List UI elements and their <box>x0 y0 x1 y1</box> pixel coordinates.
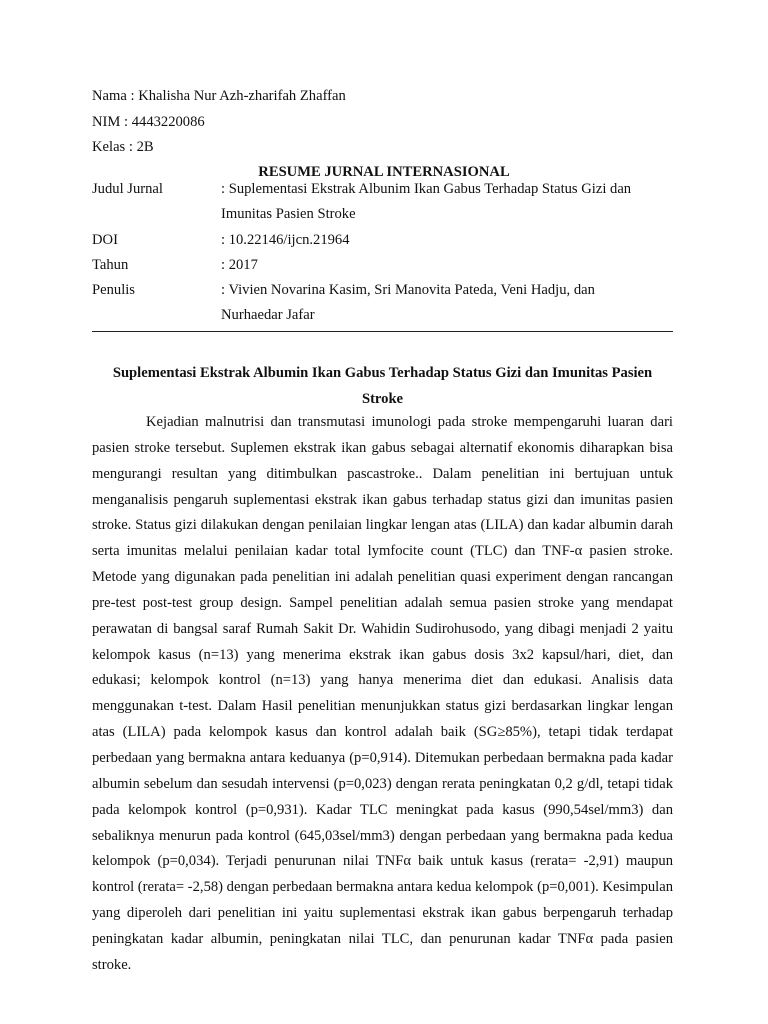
student-name: Nama : Khalisha Nur Azh-zharifah Zhaffan <box>92 88 346 104</box>
tahun-label: Tahun <box>92 257 129 273</box>
penulis-value-line-2: Nurhaedar Jafar <box>221 307 315 323</box>
article-body: Kejadian malnutrisi dan transmutasi imunologi pada stroke mempengaruhi luaran dari pasien stroke tersebut. Suplemen ekstrak ikan gabus sebagai alternatif ekonomis diharapkan bisa mengurangi resultan yang ditimbulkan pascastroke.. Dalam penelitian ini bertujuan untuk menganalisis pengaruh suplementasi ekstrak ikan gabus terhadap status gizi dan imunitas pasien stroke. Status gizi dilakukan dengan penilaian lingkar lengan atas (LILA) dan kadar albumin darah serta imunitas melalui penilaian kadar total lymfocite count (TLC) dan TNF-α pasien stroke. Metode yang digunakan pada penelitian ini adalah penelitian quasi experiment dengan rancangan pre-test post-test group design. Sampel penelitian adalah semua pasien stroke yang mendapat perawatan di bangsal saraf Rumah Sakit Dr. Wahidin Sudirohusodo, yang dibagi menjadi 2 yaitu kelompok kasus (n=13) yang menerima ekstrak ikan gabus dosis 3x2 kapsul/hari, diet, dan edukasi; kelompok kontrol (n=13) yang hanya menerima diet dan edukasi. Analisis data menggunakan t-test. Dalam Hasil penelitian menunjukkan status gizi berdasarkan lingkar lengan atas (LILA) pada kelompok kasus dan kontrol adalah baik (SG≥85%), tetapi tidak terdapat perbedaan yang bermakna antara keduanya (p=0,914). Ditemukan perbedaan bermakna pada kadar albumin sebelum dan sesudah intervensi (p=0,023) dengan rerata peningkatan 0,2 g/dl, tetapi tidak pada kelompok kontrol (p=0,931). Kadar TLC meningkat pada kasus (990,54sel/mm3) dan sebaliknya menurun pada kontrol (645,03sel/mm3) dengan perbedaan yang bermakna pada kedua kelompok (p=0,034). Terjadi penurunan nilai TNFα baik untuk kasus (rerata= -2,91) maupun kontrol (rerata= -2,58) dengan perbedaan bermakna antara kedua kelompok (p=0,001). Kesimpulan yang diperoleh dari penelitian ini yaitu suplementasi ekstrak ikan gabus berpengaruh terhadap peningkatan kadar albumin, peningkatan nilai TLC, dan penurunan kadar TNFα pada pasien stroke. <box>92 414 673 973</box>
doi-label: DOI <box>92 232 118 248</box>
tahun-value: : 2017 <box>221 257 258 273</box>
doi-value: : 10.22146/ijcn.21964 <box>221 232 350 248</box>
document-title: RESUME JURNAL INTERNASIONAL <box>258 164 510 180</box>
penulis-value-line-1: : Vivien Novarina Kasim, Sri Manovita Pateda, Veni Hadju, dan <box>221 282 595 298</box>
student-nim: NIM : 4443220086 <box>92 114 205 130</box>
article-title: Suplementasi Ekstrak Albumin Ikan Gabus Terhadap Status Gizi dan Imunitas Pasien Stroke <box>112 365 653 407</box>
judul-value-line-2: Imunitas Pasien Stroke <box>221 206 356 222</box>
judul-value-line-1: : Suplementasi Ekstrak Albunim Ikan Gabus Terhadap Status Gizi dan <box>221 181 632 197</box>
judul-label: Judul Jurnal <box>92 181 163 197</box>
student-class: Kelas : 2B <box>92 139 154 155</box>
penulis-label: Penulis <box>92 282 135 298</box>
divider-rule <box>92 331 673 332</box>
